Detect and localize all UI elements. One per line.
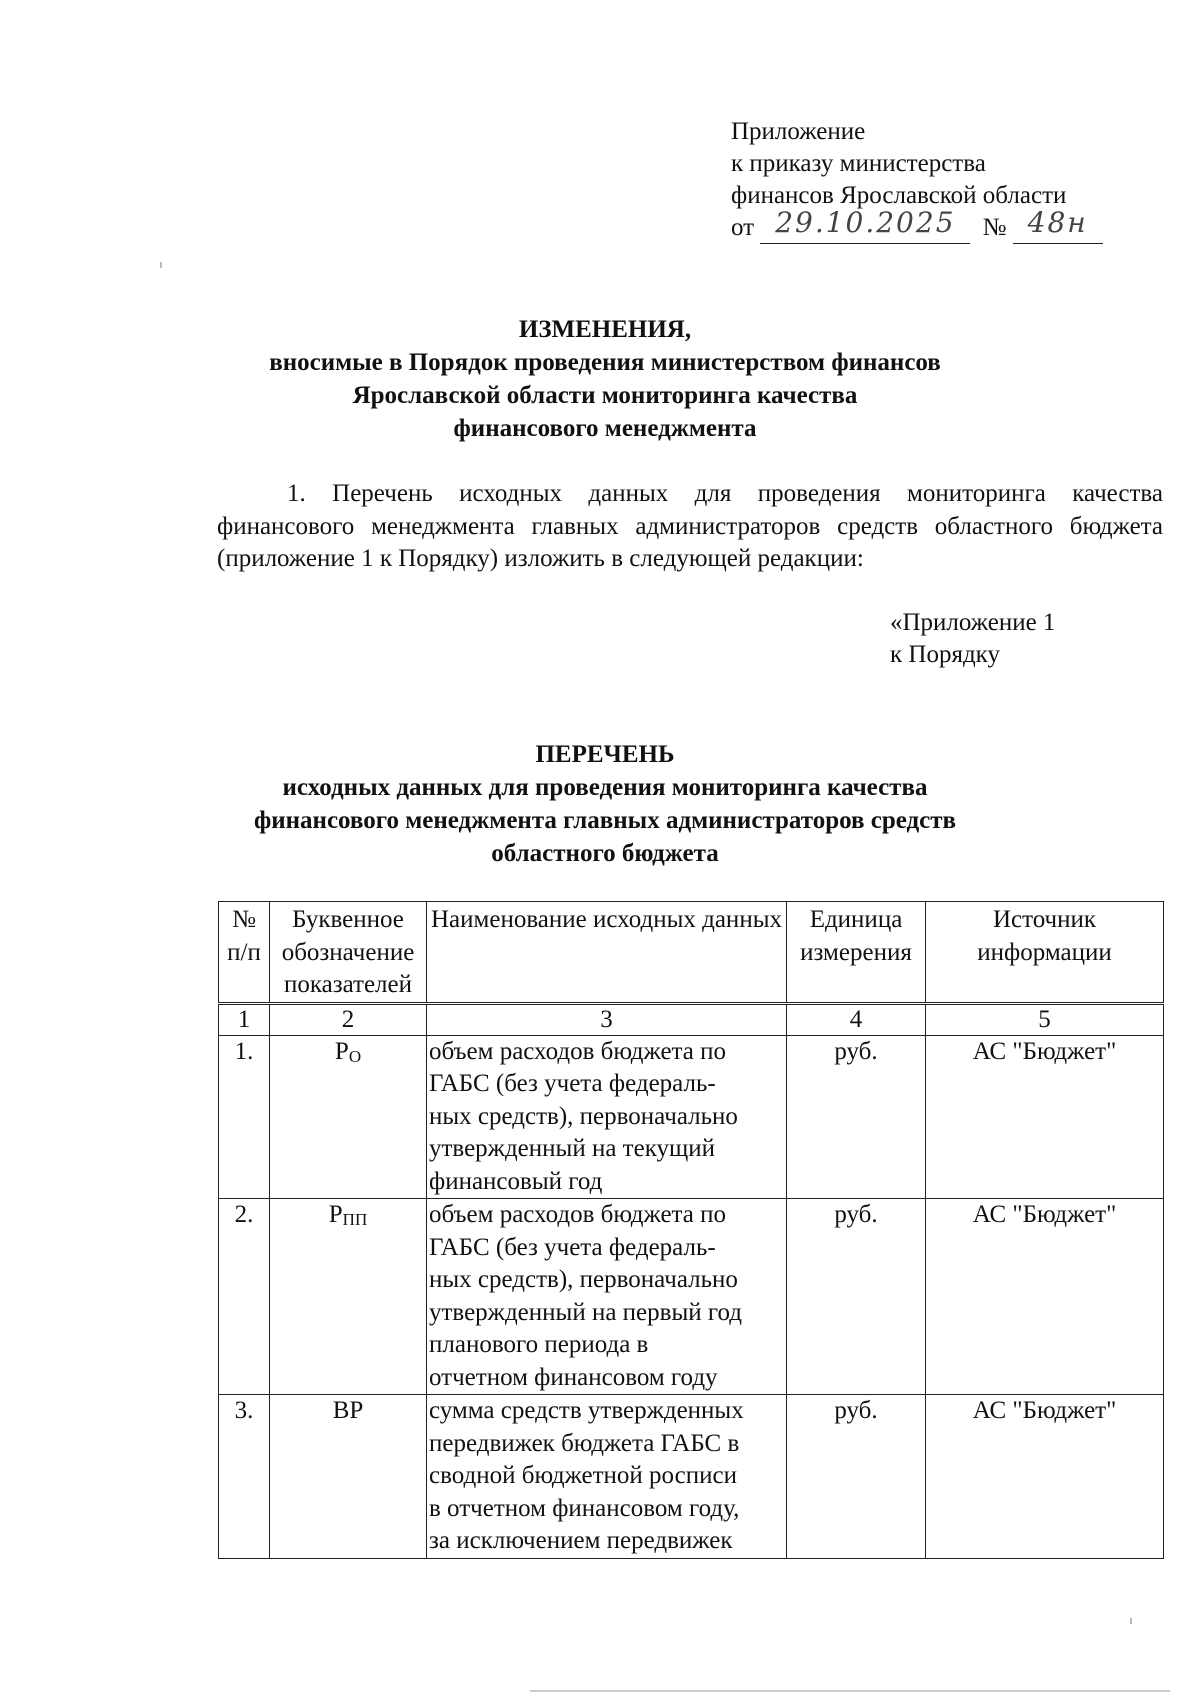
approval-line-2: к приказу министерства bbox=[731, 150, 986, 177]
column-number: 1 bbox=[219, 1003, 270, 1035]
changes-title: ИЗМЕНЕНИЯ, bbox=[518, 316, 692, 343]
name-line: в отчетном финансовом году, bbox=[429, 1494, 740, 1522]
column-number: 4 bbox=[787, 1003, 926, 1035]
changes-subtitle-2: Ярославской области мониторинга качества bbox=[352, 382, 858, 409]
list-subtitle-2: финансового менеджмента главных администраторов средств bbox=[253, 807, 957, 834]
row-unit: руб. bbox=[787, 1035, 926, 1199]
date-handwritten: 29.10.2025 bbox=[775, 206, 956, 239]
symbol-main: BP bbox=[332, 1397, 364, 1424]
column-number: 2 bbox=[270, 1003, 427, 1035]
table-header-row bbox=[219, 902, 1164, 1004]
scan-speck bbox=[160, 262, 162, 268]
header-symbol: Буквенное обозначение показателей bbox=[270, 902, 427, 1004]
row-symbol bbox=[270, 1035, 427, 1199]
date-field bbox=[760, 206, 970, 244]
column-number: 3 bbox=[427, 1003, 787, 1035]
name-line: объем расходов бюджета по bbox=[429, 1037, 726, 1065]
date-prefix: от bbox=[731, 214, 755, 241]
row-unit: руб. bbox=[787, 1199, 926, 1395]
symbol-subscript: ПП bbox=[342, 1210, 368, 1229]
name-line: планового периода в bbox=[429, 1331, 649, 1358]
row-symbol bbox=[270, 1199, 427, 1395]
name-line: за исключением передвижек bbox=[429, 1527, 733, 1554]
approval-line-3: финансов Ярославской области bbox=[731, 182, 1067, 209]
row-unit: руб. bbox=[787, 1395, 926, 1559]
row-source: АС "Бюджет" bbox=[926, 1395, 1164, 1559]
appendix-reference bbox=[890, 607, 1055, 671]
name-line: утвержденный на текущий bbox=[429, 1135, 715, 1162]
table-row bbox=[219, 1035, 1164, 1199]
list-subtitle-3: областного бюджета bbox=[491, 840, 719, 867]
row-number: 3. bbox=[219, 1395, 270, 1559]
scan-speck bbox=[1130, 1618, 1132, 1624]
number-prefix: № bbox=[982, 214, 1007, 241]
row-name bbox=[427, 1199, 787, 1395]
source-data-table bbox=[218, 901, 1164, 1559]
changes-subtitle-1: вносимые в Порядок проведения министерством финансов bbox=[269, 349, 941, 376]
approval-date-line bbox=[731, 206, 1103, 244]
name-line: объем расходов бюджета по bbox=[429, 1201, 726, 1228]
row-name bbox=[427, 1035, 787, 1199]
header-name: Наименование исходных данных bbox=[427, 902, 787, 1004]
number-handwritten: 48н bbox=[1027, 206, 1088, 239]
changes-subtitle-3: финансового менеджмента bbox=[453, 415, 757, 442]
scan-artifact-line bbox=[530, 1690, 1170, 1692]
approval-block bbox=[731, 116, 1103, 244]
header-source: Источник информации bbox=[926, 902, 1164, 1004]
row-source: АС "Бюджет" bbox=[926, 1199, 1164, 1395]
row-name bbox=[427, 1395, 787, 1559]
number-field bbox=[1013, 206, 1103, 244]
name-line: передвижек бюджета ГАБС в bbox=[429, 1429, 740, 1457]
list-title: ПЕРЕЧЕНЬ bbox=[535, 741, 675, 768]
name-line: ГАБС (без учета федераль- bbox=[429, 1070, 716, 1097]
appendix-ref-line-2: к Порядку bbox=[890, 641, 1000, 668]
name-line: сводной бюджетной росписи bbox=[429, 1462, 738, 1489]
column-number-row bbox=[219, 1003, 1164, 1035]
approval-line-1: Приложение bbox=[731, 118, 866, 145]
name-line: ГАБС (без учета федераль- bbox=[429, 1233, 716, 1261]
table-row bbox=[219, 1395, 1164, 1559]
row-symbol bbox=[270, 1395, 427, 1559]
list-subtitle-1: исходных данных для проведения мониторинга качества bbox=[282, 774, 928, 801]
name-line: финансовый год bbox=[429, 1167, 603, 1195]
name-line: утвержденный на первый год bbox=[429, 1298, 743, 1326]
header-unit: Единица измерения bbox=[787, 902, 926, 1004]
table-row bbox=[219, 1199, 1164, 1395]
row-source: АС "Бюджет" bbox=[926, 1035, 1164, 1199]
symbol-main: P bbox=[334, 1037, 349, 1065]
symbol-main: P bbox=[328, 1201, 343, 1228]
name-line: ных средств), первоначально bbox=[429, 1102, 738, 1130]
name-line: сумма средств утвержденных bbox=[429, 1397, 744, 1424]
name-line: отчетном финансовом году bbox=[429, 1363, 718, 1391]
header-num: № п/п bbox=[219, 902, 270, 1004]
body-paragraph: 1. Перечень исходных данных для проведения мониторинга качества финансового менеджмента главных администраторов средств областного бюджета (приложение 1 к Порядку) изложить в следующей редакции: bbox=[217, 480, 1163, 572]
row-number: 2. bbox=[219, 1199, 270, 1395]
name-line: ных средств), первоначально bbox=[429, 1266, 738, 1293]
symbol-subscript: O bbox=[348, 1046, 362, 1066]
column-number: 5 bbox=[926, 1003, 1164, 1035]
changes-heading bbox=[230, 313, 980, 445]
list-heading bbox=[230, 738, 980, 870]
appendix-ref-line-1: «Приложение 1 bbox=[890, 609, 1056, 636]
row-number: 1. bbox=[219, 1035, 270, 1199]
